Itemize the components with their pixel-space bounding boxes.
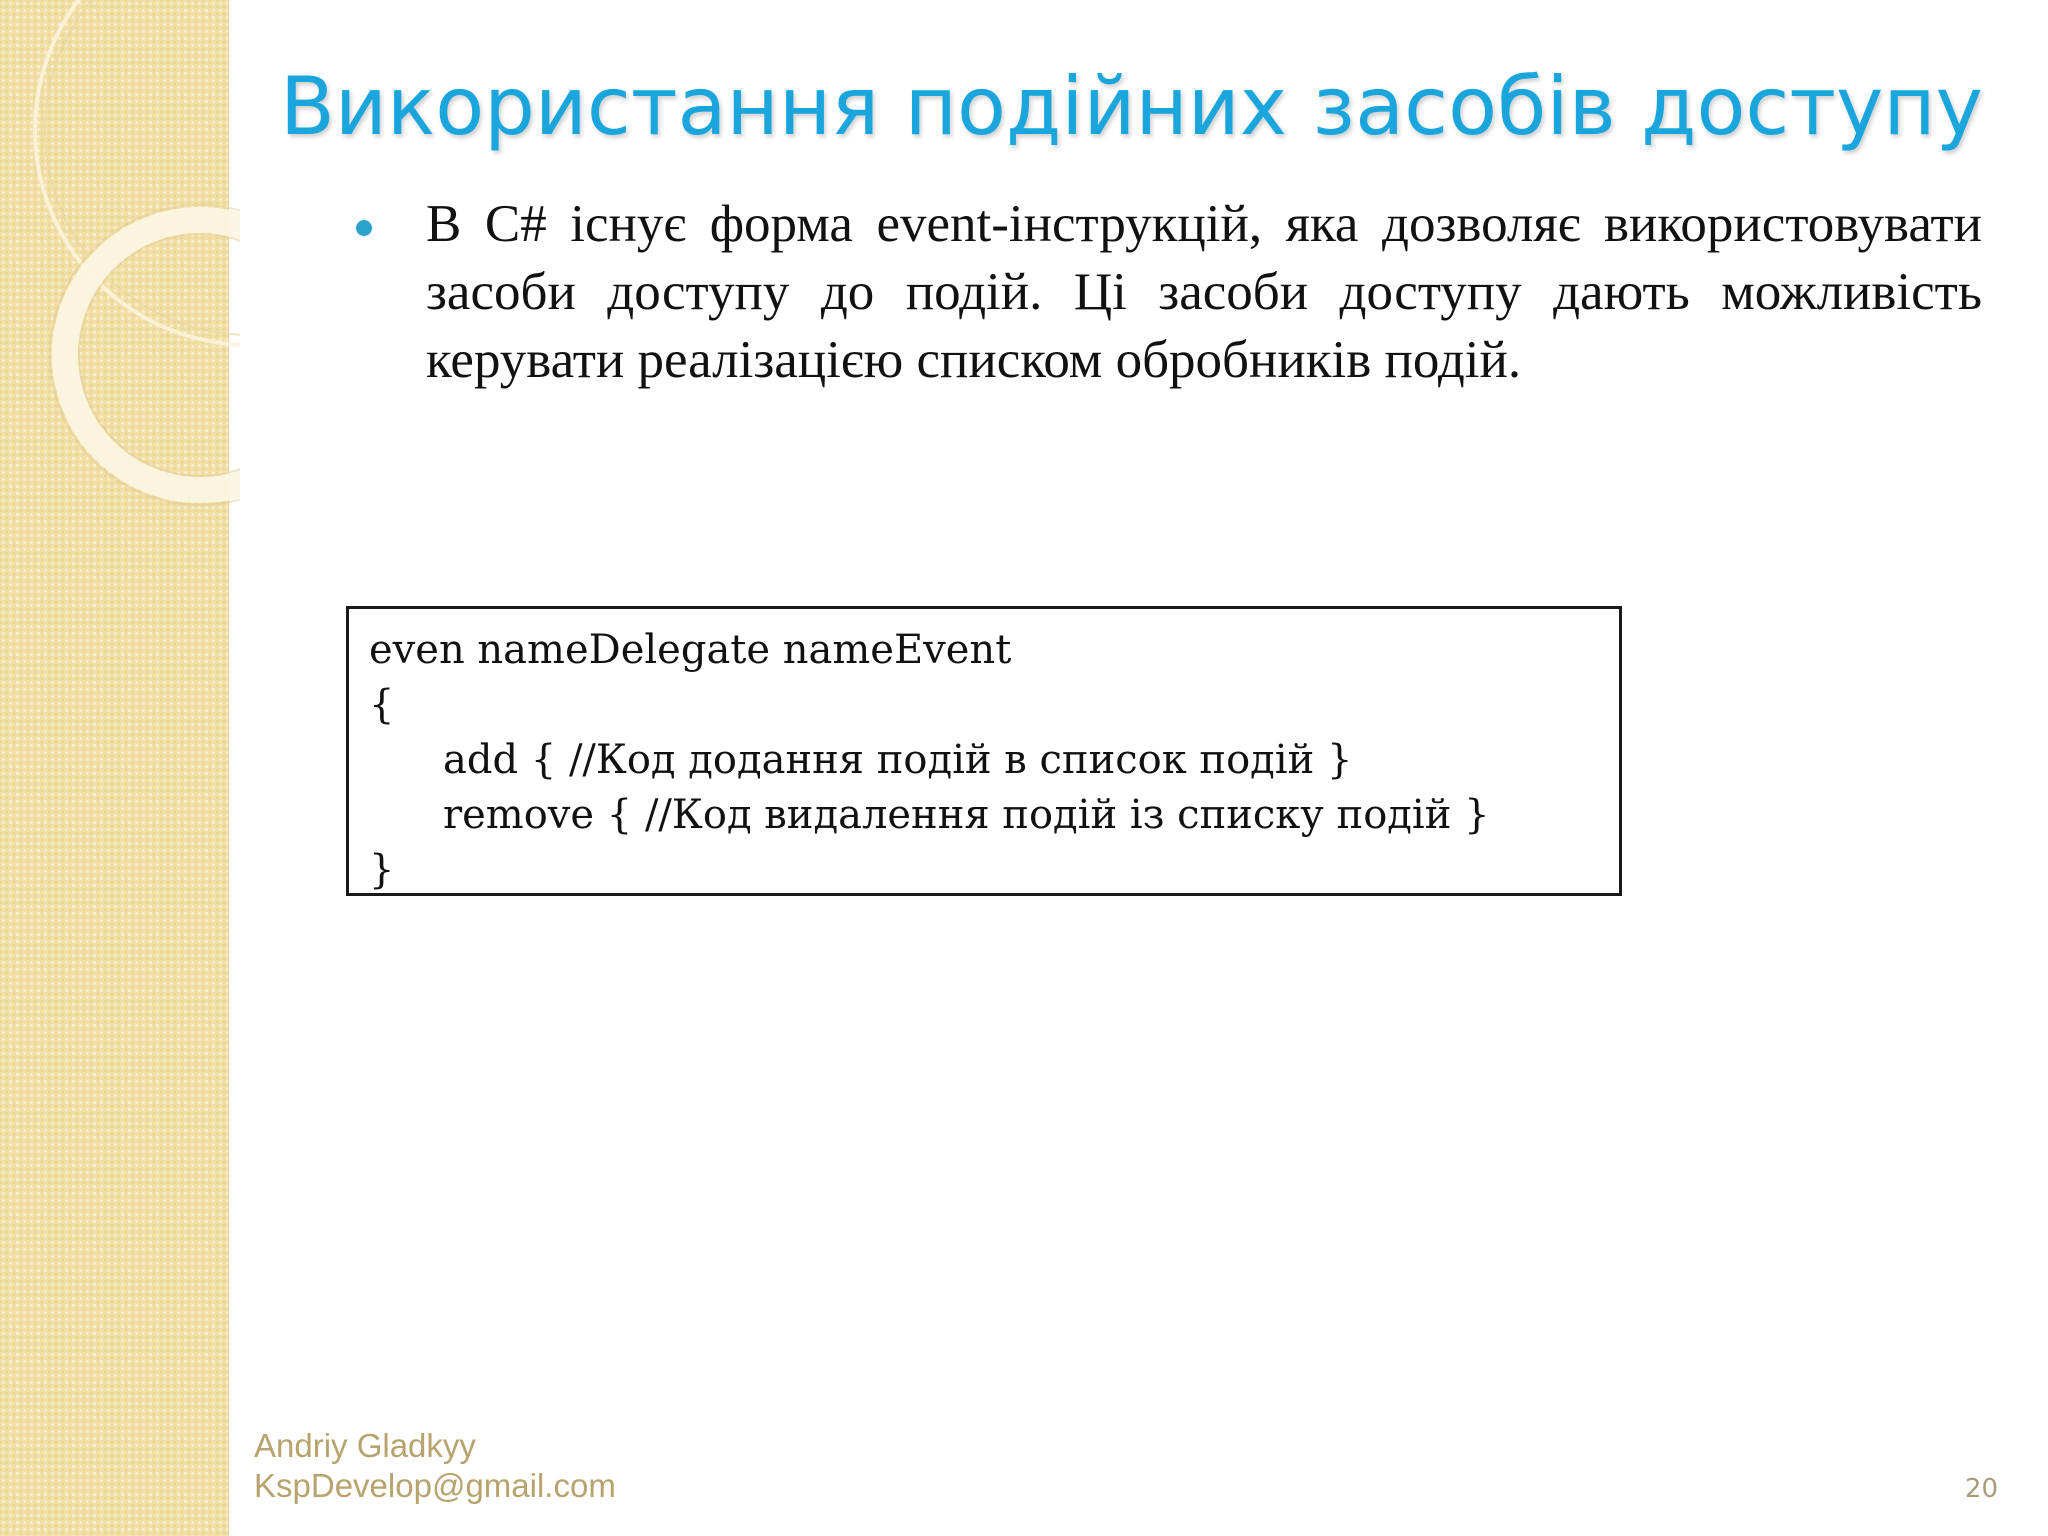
slide-title: Використання подійних засобів доступу <box>280 60 1984 153</box>
decorative-rings <box>0 0 240 520</box>
bullet-list <box>362 190 1982 394</box>
code-block <box>346 606 1622 896</box>
code-line: add { //Код додання подій в список подій } <box>443 737 1353 783</box>
code-line: } <box>369 847 395 893</box>
page-number: 20 <box>1964 1474 1998 1504</box>
bullet-text: В C# існує форма event-інструкцій, яка дозволяє використовувати засоби доступу до подій. Ці засоби доступу дають можливість керувати реалізацією списком обробників подій. <box>426 195 1982 389</box>
author-email: KspDevelop@gmail.com <box>254 1467 616 1504</box>
footer-author-block <box>254 1426 616 1506</box>
code-line: remove { //Код видалення подій із списку подій } <box>443 792 1490 838</box>
bullet-marker <box>356 220 372 236</box>
code-line: { <box>369 682 395 728</box>
author-name: Andriy Gladkyy <box>254 1427 476 1464</box>
code-line: even nameDelegate nameEvent <box>369 627 1012 673</box>
